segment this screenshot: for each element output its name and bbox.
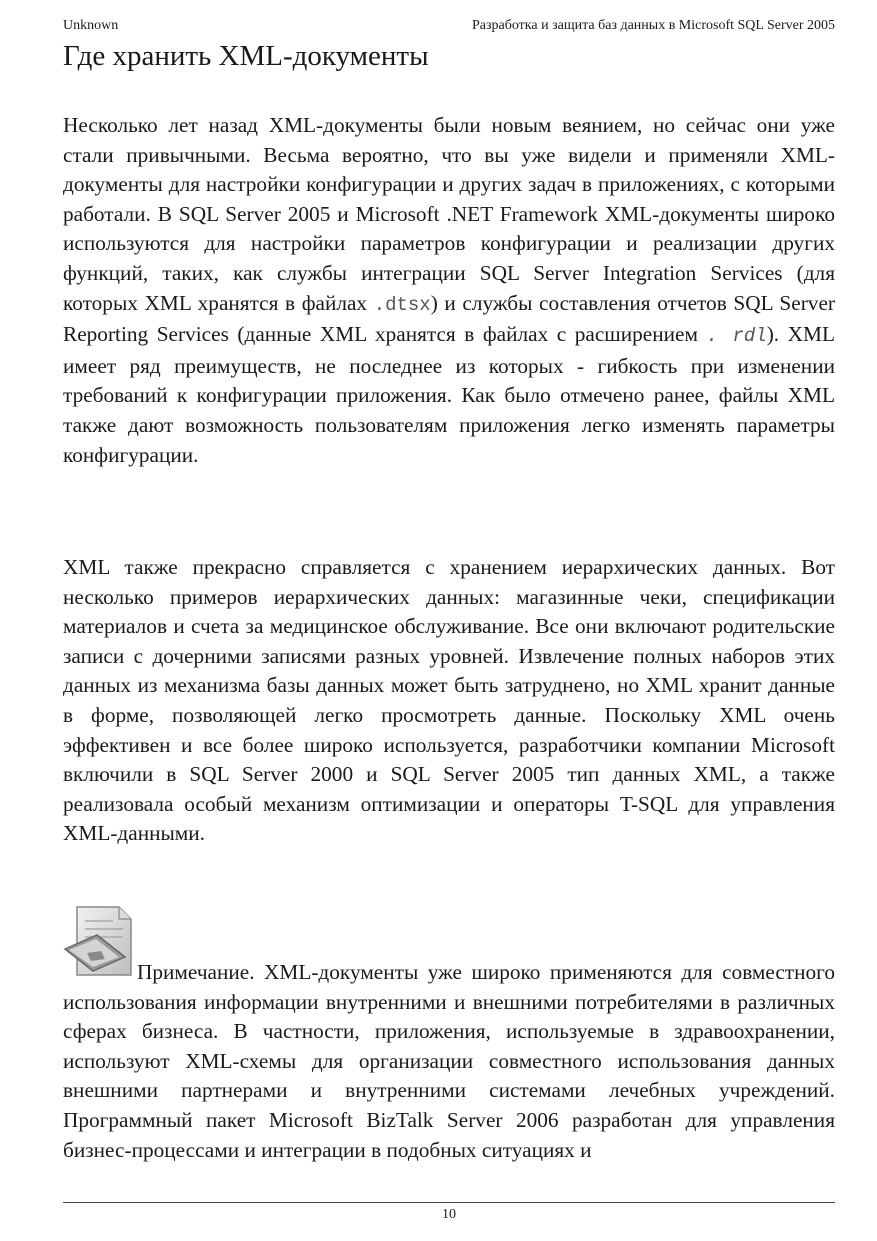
header-book-title: Разработка и защита баз данных в Microsoft SQL Server 2005 xyxy=(471,18,835,33)
footer-divider xyxy=(63,1202,835,1203)
header-author: Unknown xyxy=(63,18,119,33)
note-paragraph: Примечание. XML-документы уже широко применяются для совместного использования информации внутренними и внешними потребителями в различных сферах бизнеса. В частности, приложения, используемые в здравоохранении, используют XML-схемы для организации совместного использования данных внешними партнерами и внутренними системами лечебных учреждений. Программный пакет Microsoft BizTalk Server 2006 разработан для управления бизнес-процессами и интеграции в подобных ситуациях и xyxy=(63,960,835,1162)
paragraph-text: Несколько лет назад XML-документы были новым веянием, но сейчас они уже стали привычными. Весьма вероятно, что вы уже видели и применяли XML-документы для настройки конфигурации и других задач в приложениях, с которыми работали. В SQL Server 2005 и Microsoft .NET Framework XML-документы широко используются для настройки параметров конфигурации и реализации других функций, таких, как службы интеграции SQL Server Integration Services (для которых XML хранятся в файлах xyxy=(63,113,835,315)
paragraph-hierarchical-data: XML также прекрасно справляется с хранением иерархических данных. Вот несколько примеров иерархических данных: магазинные чеки, спецификации материалов и счета за медицинское обслуживание. Все они включают родительские записи с дочерними записями разных уровней. Извлечение полных наборов этих данных из механизма базы данных может быть затруднено, но XML хранит данные в форме, позволяющей легко просмотреть данные. Поскольку XML очень эффективен и все более широко используется, разработчики компании Microsoft включили в SQL Server 2000 и SQL Server 2005 тип данных XML, а также реализовала особый механизм оптимизации и операторы T-SQL для управления XML-данными. xyxy=(63,555,835,846)
document-page xyxy=(63,0,835,1241)
page-number: 10 xyxy=(442,1207,456,1222)
code-rdl-extension: . rdl xyxy=(706,325,767,348)
running-header xyxy=(63,16,835,36)
section-title: Где хранить XML-документы xyxy=(63,40,429,72)
paragraph-xml-config xyxy=(63,111,835,470)
code-dtsx-extension: .dtsx xyxy=(373,293,431,316)
paragraph-text: ) и службы составления отчетов SQL Server Reporting Services (данные XML хранятся в файлах с расширением xyxy=(63,290,836,347)
paragraph-text: ). XML имеет ряд преимуществ, не последнее из которых - гибкость при изменении требований к конфигурации приложения. Как было отмечено ранее, файлы XML также дают возможность пользователям приложения легко изменять параметры конфигурации. xyxy=(63,322,835,467)
